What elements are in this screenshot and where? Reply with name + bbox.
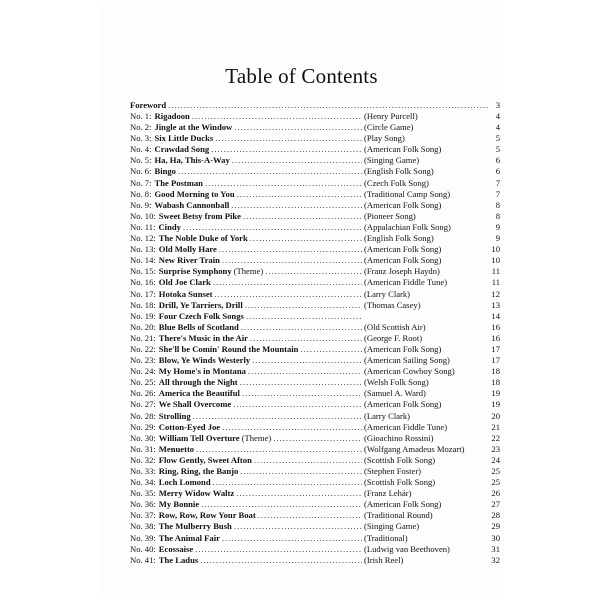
toc-entry-number: No. 30:	[130, 432, 156, 443]
toc-entry	[130, 344, 500, 355]
toc-entry-title: Merry Widow Waltz	[158, 488, 235, 499]
toc-entry-source: (Traditional Camp Song)	[364, 188, 451, 199]
dot-leader	[237, 189, 362, 200]
toc-entry-page: 5	[495, 133, 500, 144]
toc-entry-source: (American Cowboy Song)	[364, 366, 455, 377]
toc-entry-source: (English Folk Song)	[364, 166, 434, 177]
dot-leader	[205, 178, 362, 189]
page-title: Table of Contents	[225, 64, 378, 88]
toc-entry-title: Ecossaise	[158, 543, 194, 554]
toc-entry-title: Loch Lomond	[158, 477, 211, 488]
toc-entry-page: 13	[491, 299, 500, 310]
toc-entry-number: No. 10:	[130, 210, 156, 221]
toc-entry-title: New River Train	[158, 255, 220, 266]
toc-entry	[130, 366, 500, 377]
toc-entry-page: 32	[491, 554, 500, 565]
dot-leader	[246, 311, 362, 322]
toc-entry-title: The Mulberry Bush	[158, 521, 232, 532]
toc-entry-title: There's Music in the Air	[158, 332, 248, 343]
dot-leader	[234, 122, 362, 133]
toc-entry	[130, 388, 500, 399]
toc-entry-page: 4	[495, 122, 500, 133]
toc-entry-title: William Tell Overture	[158, 432, 240, 443]
dot-leader	[265, 266, 362, 277]
toc-entry-number: No. 29:	[130, 421, 156, 432]
dot-leader	[234, 521, 362, 532]
toc-entry	[130, 555, 500, 566]
toc-entry-source: (Irish Reel)	[364, 554, 404, 565]
toc-entry-source: (George F. Root)	[364, 332, 423, 343]
toc-entry-number: No. 28:	[130, 410, 156, 421]
toc-entry-source: (Larry Clark)	[364, 288, 411, 299]
toc-entry-number: No. 39:	[130, 532, 156, 543]
toc-entry-source: (Old Scottish Air)	[364, 321, 426, 332]
toc-entry-number: No. 8:	[130, 188, 152, 199]
toc-entry-source: (English Folk Song)	[364, 233, 434, 244]
toc-entry-page: 22	[491, 432, 500, 443]
toc-entry-number: No. 14:	[130, 255, 156, 266]
dot-leader	[273, 433, 362, 444]
toc-entry-title: Cindy	[158, 221, 181, 232]
toc-entry	[130, 444, 500, 455]
toc-entry-source: (Wolfgang Amadeus Mozart)	[364, 443, 465, 454]
toc-entry-number: No. 16:	[130, 277, 156, 288]
toc-entry-title: All through the Night	[158, 377, 238, 388]
dot-leader	[211, 144, 362, 155]
dot-leader	[215, 289, 362, 300]
toc-entry-page: 14	[491, 310, 500, 321]
toc-entry-source: (Traditional)	[364, 532, 408, 543]
dot-leader	[241, 322, 362, 333]
toc-entry	[130, 533, 500, 544]
toc-entry-number: No. 18:	[130, 299, 156, 310]
toc-entry-number: No. 9:	[130, 199, 152, 210]
toc-entry	[130, 422, 500, 433]
toc-entry-source: (Singing Game)	[364, 521, 420, 532]
toc-entry-source: (Circle Game)	[364, 122, 414, 133]
toc-entry	[130, 144, 500, 155]
toc-entry-source: (American Folk Song)	[364, 144, 442, 155]
toc-entry-number: No. 3:	[130, 133, 152, 144]
toc-entry-title: Four Czech Folk Songs	[158, 310, 244, 321]
toc-entry-page: 3	[495, 100, 500, 110]
toc-entry-title: Blow, Ye Winds Westerly	[158, 355, 251, 366]
toc-entry-page: 9	[495, 221, 500, 232]
toc-entry-title: Old Molly Hare	[158, 244, 217, 255]
toc-entry-source: (American Folk Song)	[364, 343, 442, 354]
toc-entry-title: Strolling	[158, 410, 191, 421]
toc-entry-source: (American Fiddle Tune)	[364, 421, 448, 432]
dot-leader	[231, 200, 362, 211]
toc-entry-page: 25	[491, 466, 500, 476]
toc-entry-page: 20	[491, 410, 500, 421]
toc-entry-source: (Welsh Folk Song)	[364, 377, 429, 388]
toc-entry	[130, 178, 500, 189]
dot-leader	[213, 277, 362, 288]
dot-leader	[200, 555, 362, 566]
toc-entry	[130, 477, 500, 488]
toc-list	[130, 100, 500, 566]
toc-entry-source: (Singing Game)	[364, 155, 420, 166]
toc-entry-title: Good Morning to You	[154, 188, 235, 199]
toc-entry	[130, 433, 500, 444]
toc-entry-title: Six Little Ducks	[154, 133, 214, 144]
dot-leader	[178, 166, 362, 177]
toc-entry	[130, 155, 500, 166]
toc-entry-source: (Larry Clark)	[364, 410, 411, 421]
dot-leader	[250, 233, 362, 244]
toc-entry-number: No. 33:	[130, 466, 156, 476]
toc-entry-page: 9	[495, 233, 500, 244]
toc-entry-page: 10	[491, 255, 500, 266]
toc-entry-source: (Scottish Folk Song)	[364, 454, 436, 465]
toc-entry-source: (American Folk Song)	[364, 255, 442, 266]
toc-entry-source: (Franz Joseph Haydn)	[364, 266, 440, 277]
toc-entry-source: (Scottish Folk Song)	[364, 477, 436, 488]
toc-entry-title: Menuetto	[158, 443, 195, 454]
toc-entry-number: No. 32:	[130, 454, 156, 465]
toc-entry-title: Hotoka Sunset	[158, 288, 213, 299]
document-page	[100, 8, 503, 593]
toc-entry-title: She'll be Comin' Round the Mountain	[158, 343, 299, 354]
toc-entry-source: (Appalachian Folk Song)	[364, 221, 451, 232]
toc-entry	[130, 133, 500, 144]
toc-entry-number: No. 1:	[130, 111, 152, 121]
toc-entry-source: (Franz Lehár)	[364, 488, 412, 499]
toc-entry-number: No. 24:	[130, 366, 156, 377]
toc-entry-page: 28	[491, 510, 500, 521]
dot-leader	[248, 366, 362, 377]
toc-entry-page: 10	[491, 244, 500, 255]
toc-entry-source: (American Folk Song)	[364, 499, 442, 510]
toc-entry-suffix: (Theme)	[241, 432, 272, 443]
dot-leader	[243, 211, 362, 222]
toc-entry-page: 18	[491, 366, 500, 377]
toc-entry-source: (Stephen Foster)	[364, 466, 422, 476]
toc-entry-page: 19	[491, 388, 500, 399]
toc-entry-source: (American Fiddle Tune)	[364, 277, 448, 288]
toc-entry	[130, 211, 500, 222]
toc-entry	[130, 166, 500, 177]
toc-entry-page: 8	[495, 199, 500, 210]
toc-entry	[130, 510, 500, 521]
toc-entry-page: 16	[491, 321, 500, 332]
toc-entry-title: We Shall Overcome	[158, 399, 232, 410]
toc-entry-title: Ha, Ha, This-A-Way	[154, 155, 230, 166]
toc-entry-title: Ring, Ring, the Banjo	[158, 466, 239, 476]
toc-entry-source: (Pioneer Song)	[364, 210, 416, 221]
toc-entry-title: Row, Row, Row Your Boat	[158, 510, 256, 521]
toc-entry-number: No. 7:	[130, 177, 152, 188]
toc-entry-number: No. 15:	[130, 266, 156, 277]
toc-entry	[130, 300, 500, 311]
toc-entry	[130, 111, 500, 122]
toc-entry-number: No. 13:	[130, 244, 156, 255]
dot-leader	[215, 133, 362, 144]
toc-entry	[130, 488, 500, 499]
toc-entry-number: No. 12:	[130, 233, 156, 244]
toc-entry-title: Old Joe Clark	[158, 277, 211, 288]
toc-entry	[130, 189, 500, 200]
dot-leader	[245, 300, 362, 311]
toc-entry-source: (Play Song)	[364, 133, 405, 144]
toc-entry-page: 30	[491, 532, 500, 543]
toc-entry-number: No. 11:	[130, 221, 156, 232]
toc-entry-suffix: (Theme)	[233, 266, 264, 277]
toc-entry-title: The Postman	[154, 177, 203, 188]
toc-entry-source: (Czech Folk Song)	[364, 177, 429, 188]
toc-entry-title: My Bonnie	[158, 499, 200, 510]
dot-leader	[252, 355, 362, 366]
toc-entry-page: 19	[491, 399, 500, 410]
dot-leader	[201, 499, 362, 510]
toc-entry-page: 17	[491, 355, 500, 366]
toc-entry-number: No. 38:	[130, 521, 156, 532]
toc-entry-page: 18	[491, 377, 500, 388]
toc-entry-number: No. 19:	[130, 310, 156, 321]
toc-entry-source: (Thomas Casey)	[364, 299, 421, 310]
toc-entry	[130, 311, 500, 322]
dot-leader	[242, 388, 362, 399]
toc-entry	[130, 544, 500, 555]
dot-leader	[192, 111, 362, 122]
toc-entry-number: No. 40:	[130, 543, 156, 554]
toc-entry-page: 11	[491, 266, 500, 277]
toc-entry	[130, 289, 500, 300]
toc-entry-source: (Henry Purcell)	[364, 111, 418, 121]
toc-entry-page: 8	[495, 210, 500, 221]
toc-entry-page: 12	[491, 288, 500, 299]
toc-entry-page: 6	[495, 166, 500, 177]
dot-leader	[240, 466, 362, 477]
toc-entry	[130, 399, 500, 410]
toc-entry	[130, 377, 500, 388]
toc-entry-number: No. 36:	[130, 499, 156, 510]
toc-entry-source: (American Folk Song)	[364, 199, 442, 210]
toc-entry-title: Cotton-Eyed Joe	[158, 421, 221, 432]
toc-entry-title: My Home's in Montana	[158, 366, 246, 377]
toc-entry	[130, 455, 500, 466]
toc-entry-page: 7	[495, 188, 500, 199]
toc-entry-title: Jingle at the Window	[154, 122, 233, 133]
toc-entry-source: (Samuel A. Ward)	[364, 388, 426, 399]
toc-entry	[130, 244, 500, 255]
toc-entry-page: 17	[491, 343, 500, 354]
toc-entry-number: No. 31:	[130, 443, 156, 454]
dot-leader	[233, 399, 362, 410]
dot-leader	[193, 411, 362, 422]
toc-entry-source: (American Folk Song)	[364, 244, 442, 255]
dot-leader	[258, 510, 362, 521]
toc-entry-title: Blue Bells of Scotland	[158, 321, 239, 332]
toc-entry-title: Rigadoon	[154, 111, 190, 121]
toc-entry-number: No. 25:	[130, 377, 156, 388]
dot-leader	[240, 377, 362, 388]
toc-entry	[130, 266, 500, 277]
toc-entry-number: No. 37:	[130, 510, 156, 521]
toc-entry-page: 27	[491, 499, 500, 510]
toc-entry	[130, 255, 500, 266]
toc-entry-title: The Ladus	[158, 554, 199, 565]
toc-entry	[130, 411, 500, 422]
dot-leader	[183, 222, 362, 233]
dot-leader	[168, 100, 488, 111]
toc-entry-number: No. 22:	[130, 343, 156, 354]
toc-entry	[130, 233, 500, 244]
toc-entry-page: 29	[491, 521, 500, 532]
dot-leader	[300, 344, 362, 355]
toc-entry-number: No. 4:	[130, 144, 152, 155]
toc-entry-title: America the Beautiful	[158, 388, 240, 399]
dot-leader	[222, 533, 362, 544]
toc-entry-title: The Noble Duke of York	[158, 233, 248, 244]
toc-entry	[130, 122, 500, 133]
toc-entry	[130, 466, 500, 477]
dot-leader	[213, 477, 362, 488]
toc-entry-page: 7	[495, 177, 500, 188]
toc-entry-page: 4	[495, 111, 500, 121]
toc-entry-page: 31	[491, 543, 500, 554]
toc-entry-source: (Ludwig van Beethoven)	[364, 543, 450, 554]
toc-entry-source: (Gioachino Rossini)	[364, 432, 434, 443]
toc-entry-title: Sweet Betsy from Pike	[158, 210, 241, 221]
toc-entry	[130, 499, 500, 510]
dot-leader	[254, 455, 362, 466]
toc-entry-number: No. 21:	[130, 332, 156, 343]
toc-entry-title: Wabash Cannonball	[154, 199, 230, 210]
dot-leader	[222, 255, 362, 266]
dot-leader	[219, 244, 362, 255]
toc-entry	[130, 322, 500, 333]
dot-leader	[250, 333, 362, 344]
toc-entry-page: 5	[495, 144, 500, 155]
toc-entry-number: No. 17:	[130, 288, 156, 299]
toc-entry-number: No. 6:	[130, 166, 152, 177]
toc-entry-number: No. 26:	[130, 388, 156, 399]
toc-entry-number: No. 34:	[130, 477, 156, 488]
dot-leader	[195, 544, 362, 555]
dot-leader	[222, 422, 362, 433]
toc-entry-page: 26	[491, 488, 500, 499]
toc-entry-page: 11	[491, 277, 500, 288]
toc-entry-title: Surprise Symphony	[158, 266, 232, 277]
toc-entry-page: 25	[491, 477, 500, 488]
toc-entry	[130, 277, 500, 288]
toc-entry-title: Bingo	[154, 166, 176, 177]
toc-entry-source: (American Folk Song)	[364, 399, 442, 410]
toc-entry-page: 21	[491, 421, 500, 432]
toc-entry-title: Drill, Ye Tarriers, Drill	[158, 299, 243, 310]
toc-entry-number: No. 23:	[130, 355, 156, 366]
toc-entry	[130, 222, 500, 233]
toc-entry-source: (Traditional Round)	[364, 510, 433, 521]
toc-entry	[130, 521, 500, 532]
toc-entry-title: Foreword	[130, 100, 167, 110]
toc-entry-number: No. 2:	[130, 122, 152, 133]
toc-entry-number: No. 20:	[130, 321, 156, 332]
toc-entry-title: Flow Gently, Sweet Afton	[158, 454, 252, 465]
dot-leader	[196, 444, 362, 455]
toc-entry-page: 23	[491, 443, 500, 454]
toc-entry-title: The Animal Fair	[158, 532, 220, 543]
toc-entry	[130, 200, 500, 211]
dot-leader	[232, 155, 362, 166]
dot-leader	[236, 488, 362, 499]
toc-entry-page: 6	[495, 155, 500, 166]
toc-entry-number: No. 5:	[130, 155, 152, 166]
toc-entry-page: 16	[491, 332, 500, 343]
toc-entry-foreword	[130, 100, 500, 111]
toc-entry-title: Crawdad Song	[154, 144, 210, 155]
toc-entry-source: (American Sailing Song)	[364, 355, 450, 366]
toc-entry-number: No. 35:	[130, 488, 156, 499]
toc-entry	[130, 355, 500, 366]
toc-entry-number: No. 41:	[130, 554, 156, 565]
toc-entry-page: 24	[491, 454, 500, 465]
toc-entry	[130, 333, 500, 344]
toc-entry-number: No. 27:	[130, 399, 156, 410]
